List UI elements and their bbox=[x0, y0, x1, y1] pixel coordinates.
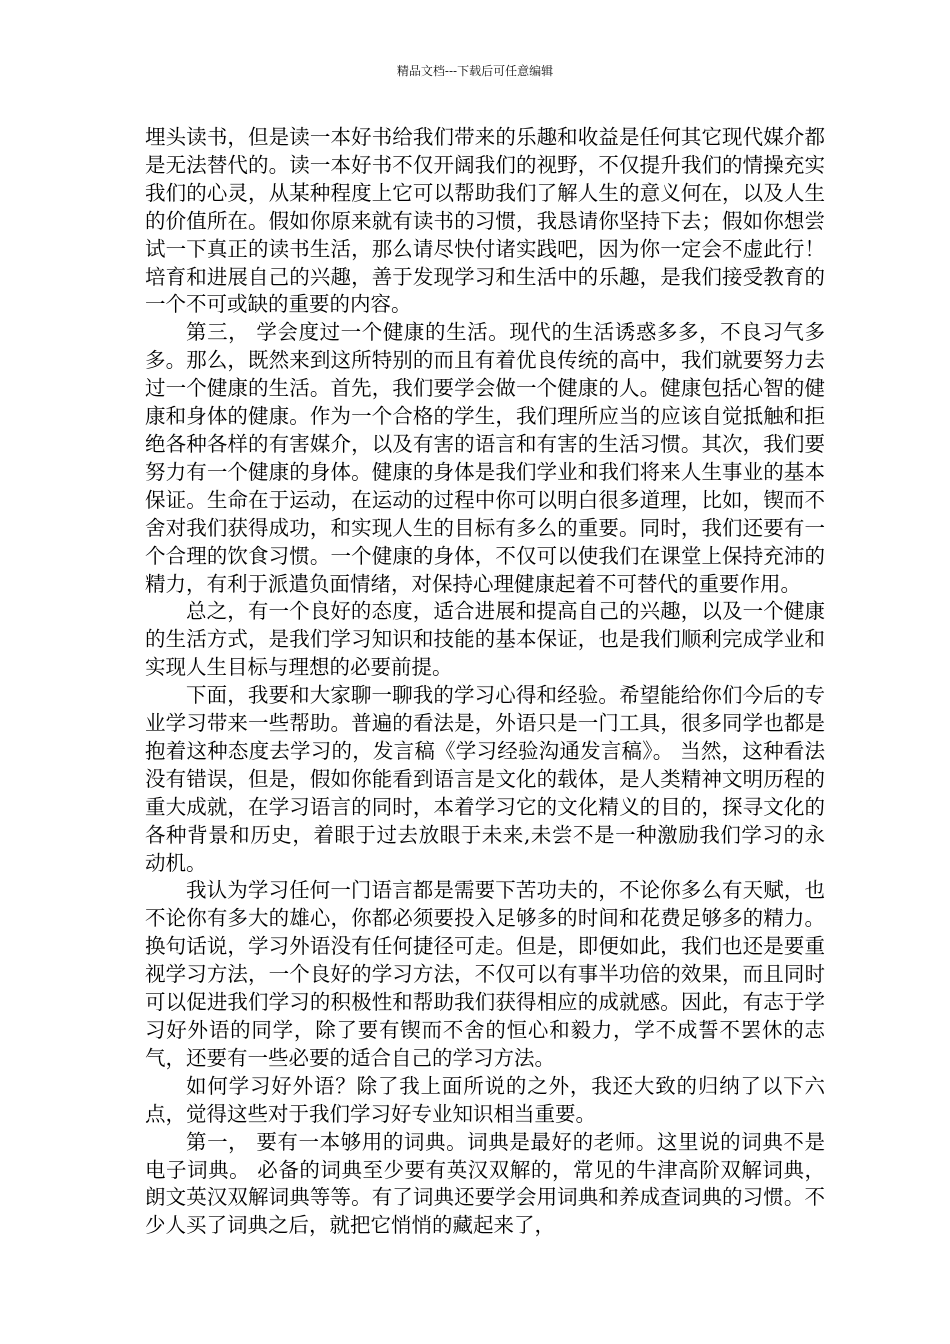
paragraph-dictionary: 第一， 要有一本够用的词典。词典是最好的老师。这里说的词典不是电子词典。 必备的词典至少要有英汉双解的，常见的牛津高阶双解词典，朗文英汉双解词典等等。有了词典还要学会用词典和养成查词典的习惯。不少人买了词典之后，就把它悄悄的藏起来了， bbox=[145, 1129, 825, 1238]
paragraph-learning-effort: 我认为学习任何一门语言都是需要下苦功夫的，不论你多么有天赋，也不论你有多大的雄心，你都必须要投入足够多的时间和花费足够多的精力。换句话说，学习外语没有任何捷径可走。但是，即便如此，我们也还是要重视学习方法，一个良好的学习方法，不仅可以有事半功倍的效果，而且同时可以促进我们学习的积极性和帮助我们获得相应的成就感。因此，有志于学习好外语的同学，除了要有锲而不舍的恒心和毅力，学不成誓不罢休的志气，还要有一些必要的适合自己的学习方法。 bbox=[145, 878, 825, 1070]
paragraph-six-points: 如何学习好外语？除了我上面所说的之外，我还大致的归纳了以下六点，觉得这些对于我们学习好专业知识相当重要。 bbox=[145, 1073, 825, 1126]
paragraph-learning-experience: 下面，我要和大家聊一聊我的学习心得和经验。希望能给你们今后的专业学习带来一些帮助。普遍的看法是，外语只是一门工具，很多同学也都是抱着这种态度去学习的，发言稿《学习经验沟通发言稿》。 当然，这种看法没有错误，但是，假如你能看到语言是文化的载体，是人类精神文明历程的重大成就，在学习语言的同时，本着学习它的文化精义的目的，探寻文化的各种背景和历史，着眼于过去放眼于未来,未尝不是一种激励我们学习的永动机。 bbox=[145, 683, 825, 875]
paragraph-healthy-life: 第三， 学会度过一个健康的生活。现代的生活诱惑多多，不良习气多多。那么，既然来到这所特别的而且有着优良传统的高中，我们就要努力去过一个健康的生活。首先，我们要学会做一个健康的人。健康包括心智的健康和身体的健康。作为一个合格的学生，我们理所应当的应该自觉抵触和拒绝各种各样的有害媒介，以及有害的语言和有害的生活习惯。其次，我们要努力有一个健康的身体。健康的身体是我们学业和我们将来人生事业的基本保证。生命在于运动，在运动的过程中你可以明白很多道理，比如，锲而不舍对我们获得成功，和实现人生的目标有多么的重要。同时，我们还要有一个合理的饮食习惯。一个健康的身体，不仅可以使我们在课堂上保持充沛的精力，有利于派遣负面情绪，对保持心理健康起着不可替代的重要作用。 bbox=[145, 320, 825, 596]
document-body bbox=[145, 124, 825, 1240]
paragraph-summary: 总之，有一个良好的态度，适合进展和提高自己的兴趣，以及一个健康的生活方式，是我们学习知识和技能的基本保证，也是我们顺利完成学业和实现人生目标与理想的必要前提。 bbox=[145, 599, 825, 680]
page-header: 精品文档---下载后可任意编辑 bbox=[396, 64, 554, 78]
paragraph-reading-benefits: 埋头读书，但是读一本好书给我们带来的乐趣和收益是任何其它现代媒介都是无法替代的。读一本好书不仅开阔我们的视野，不仅提升我们的情操充实我们的心灵，从某种程度上它可以帮助我们了解人生的意义何在，以及人生的价值所在。假如你原来就有读书的习惯，我恳请你坚持下去；假如你想尝试一下真正的读书生活，那么请尽快付诸实践吧，因为你一定会不虚此行！培育和进展自己的兴趣，善于发现学习和生活中的乐趣，是我们接受教育的一个不可或缺的重要的内容。 bbox=[145, 125, 825, 317]
